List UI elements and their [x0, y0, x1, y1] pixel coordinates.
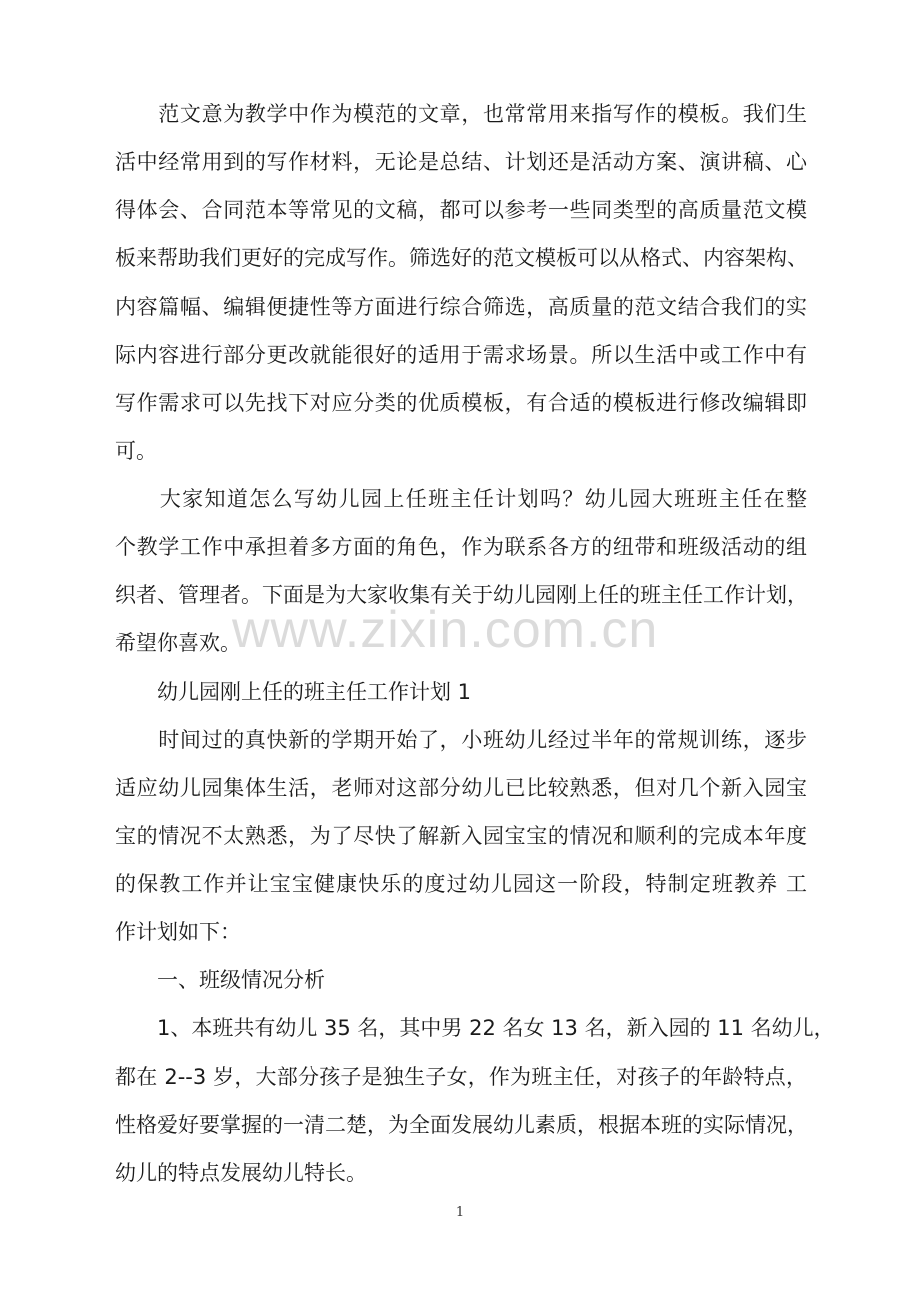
paragraph-line: 活中经常用到的写作材料，无论是总结、计划还是活动方案、演讲稿、心 — [115, 150, 807, 174]
paragraph-line: 幼儿的特点发展幼儿特长。 — [115, 1161, 367, 1185]
paragraph-line: 希望你喜欢。 — [115, 631, 241, 655]
paragraph-line: 板来帮助我们更好的完成写作。筛选好的范文模板可以从格式、内容架构、 — [115, 246, 808, 270]
page-number: 1 — [455, 1205, 465, 1220]
paragraph-line: 写作需求可以先找下对应分类的优质模板，有合适的模板进行修改编辑即 — [115, 391, 807, 415]
paragraph-line: 大家知道怎么写幼儿园上任班主任计划吗？幼儿园大班班主任在整 — [115, 487, 807, 511]
section-title: 幼儿园刚上任的班主任工作计划 1 — [115, 680, 472, 704]
paragraph-line: 宝的情况不太熟悉，为了尽快了解新入园宝宝的情况和顺利的完成本年度 — [115, 824, 807, 848]
paragraph-line: 性格爱好要掌握的一清二楚，为全面发展幼儿素质，根据本班的实际情况， — [115, 1113, 808, 1137]
paragraph-line: 范文意为教学中作为模范的文章，也常常用来指写作的模板。我们生 — [115, 102, 807, 126]
paragraph-line: 时间过的真快新的学期开始了，小班幼儿经过半年的常规训练，逐步 — [115, 728, 807, 752]
paragraph-line: 可。 — [115, 439, 157, 463]
paragraph-line: 际内容进行部分更改就能很好的适用于需求场景。所以生活中或工作中有 — [115, 343, 807, 367]
paragraph-line: 个教学工作中承担着多方面的角色，作为联系各方的纽带和班级活动的组 — [115, 535, 807, 559]
watermark: www.zixin.com.cn — [232, 601, 659, 659]
paragraph-line: 得体会、合同范本等常见的文稿，都可以参考一些同类型的高质量范文模 — [115, 198, 807, 222]
paragraph-line: 内容篇幅、编辑便捷性等方面进行综合筛选，高质量的范文结合我们的实 — [115, 295, 807, 319]
paragraph-line: 的保教工作并让宝宝健康快乐的度过幼儿园这一阶段，特制定班教养 工 — [115, 872, 807, 896]
paragraph-line: 作计划如下： — [115, 920, 241, 944]
paragraph-line: 都在 2--3 岁，大部分孩子是独生子女，作为班主任，对孩子的年龄特点， — [115, 1065, 807, 1089]
paragraph-line: 1、本班共有幼儿 35 名，其中男 22 名女 13 名，新入园的 11 名幼儿， — [115, 1016, 835, 1040]
paragraph-line: 适应幼儿园集体生活，老师对这部分幼儿已比较熟悉，但对几个新入园宝 — [115, 776, 807, 800]
paragraph-line: 织者、管理者。下面是为大家收集有关于幼儿园刚上任的班主任工作计划， — [115, 583, 808, 607]
section-heading: 一、班级情况分析 — [115, 968, 325, 992]
